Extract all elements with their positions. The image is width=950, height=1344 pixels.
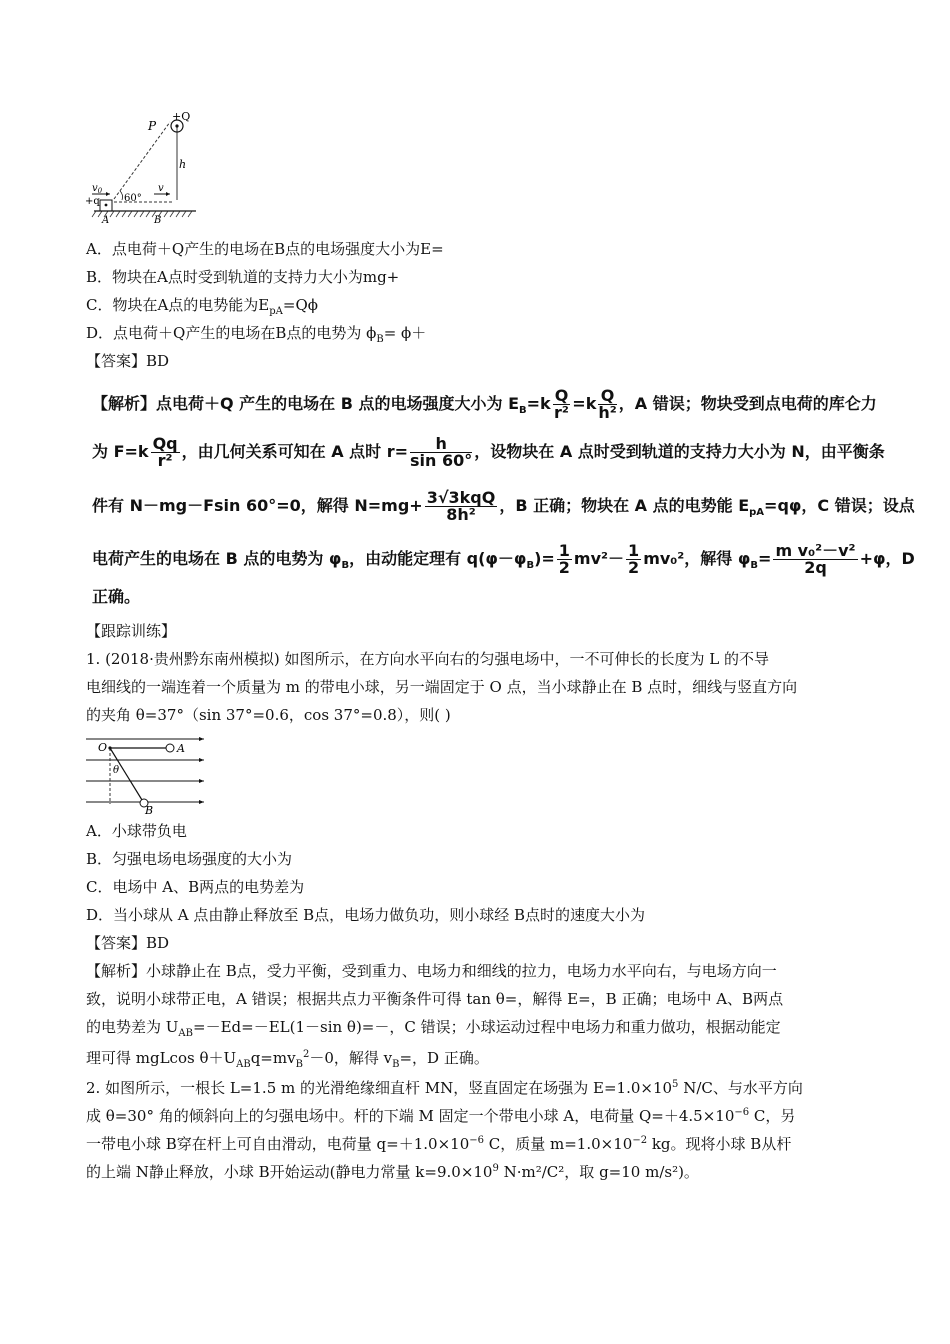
q0-option-a: A．点电荷＋Q产生的电场在B点的电场强度大小为E=: [86, 240, 444, 258]
fig2-label-A: A: [177, 742, 185, 755]
q0-explanation-line3: 件有 N－mg－Fsin 60°=0，解得 N=mg+ $\frac{\text{3√3kqQ}}{\text{8h²}}$ ，B 正确；物块在 A 点的电势能 $E_{pA}=q\varphi$，C 错误；设点: [92, 488, 915, 524]
q0-answer: 【答案】BD: [86, 352, 170, 370]
fig1-label-B: B: [154, 215, 162, 224]
p1-option-c: C．电场中 A、B两点的电势差为: [86, 878, 305, 896]
fig1-label-q: +q: [85, 196, 100, 207]
q0-option-b: B．物块在A点时受到轨道的支持力大小为mg+: [86, 268, 400, 286]
p1-explanation-line4: 理可得 mgLcos $\theta+U_{AB}q=mv_B^2-0$，解得 $v_B=$，D 正确。: [86, 1049, 489, 1070]
p1-explanation-line1: 【解析】小球静止在 B点，受力平衡，受到重力、电场力和细线的拉力，电场力水平向右，与电场方向一: [86, 962, 777, 980]
q0-explanation-line1: 【解析】点电荷＋Q 产生的电场在 B 点的电场强度大小为 $E_B=k$ $\frac{Q}{\text{r²}}$ =k $\frac{Q}{\text{h²}}$ ，A 错误；物块受到点电荷的库仑力: [92, 386, 877, 422]
fig2-label-O: O: [98, 741, 108, 754]
p2-stem-line2: 成 θ=30° 角的倾斜向上的匀强电场中。杆的下端 M 固定一个带电小球 A，电荷量 $Q=+4.5\times 10^{-6}$ C，另: [86, 1107, 796, 1125]
fig1-label-A: A: [102, 215, 110, 224]
p1-option-a: A．小球带负电: [86, 822, 187, 840]
p2-stem-line4: 的上端 N静止释放，小球 B开始运动(静电力常量 $k=9.0\times 10^9$ N·m²/C²，取 g=10 m/s²)。: [86, 1163, 699, 1181]
q0-option-c: C．物块在A点的电势能为$E_{pA}=Q\phi$: [86, 296, 318, 317]
p1-explanation-line2: 致，说明小球带正电，A 错误；根据共点力平衡条件可得 tan θ=，解得 E=，B 正确；电场中 A、B两点: [86, 990, 784, 1008]
p1-stem-line1: 1. (2018·贵州黔东南州模拟) 如图所示，在方向水平向右的匀强电场中，一不可伸长的长度为 L 的不导: [86, 650, 769, 668]
figure-pendulum-field: [86, 734, 210, 814]
p2-stem-line1: 2. 如图所示，一根长 L=1.5 m 的光滑绝缘细直杆 MN，竖直固定在场强为 $E=1.0\times 10^5$ N/C、与水平方向: [86, 1079, 803, 1097]
fig1-label-v: v: [158, 183, 164, 194]
q0-explanation-line2: 为 F=k $\frac{Qq}{\text{r²}}$ ，由几何关系可知在 A 点时 r= $\frac{h}{\sin 60^\circ}$ ，设物块在 A 点时受到轨道的支持力大小为 N，由平衡条: [92, 434, 885, 470]
fig2-label-B: B: [145, 804, 154, 814]
p1-stem-line3: 的夹角 θ=37°（sin 37°=0.6，cos 37°=0.8），则( ): [86, 706, 451, 724]
p1-option-d: D．当小球从 A 点由静止释放至 B点，电场力做负功，则小球经 B点时的速度大小为: [86, 906, 645, 924]
p1-answer: 【答案】BD: [86, 934, 170, 952]
q0-explanation-line4: 电荷产生的电场在 B 点的电势为 $\varphi_B$，由动能定理有 $q(\varphi-\varphi_B)=$ $\frac{1}{2}$ mv²－ $\frac{1}{2}$ mv₀²，解得 $\varphi_B=$ $\frac{\text{m v₀²－v²}}{2q}$ +φ，D: [92, 541, 915, 577]
q0-option-d: D．点电荷＋Q产生的电场在B点的电势为 $\phi_B= \phi+$: [86, 324, 427, 345]
fig1-label-h: h: [179, 158, 187, 171]
follow-up-title: 【跟踪训练】: [86, 622, 177, 640]
p1-explanation-line3: 的电势差为 $U_{AB}=-Ed=-EL(1-\sin$ θ)=－，C 错误；小球运动过程中电场力和重力做功，根据动能定: [86, 1018, 781, 1039]
fig1-label-angle: 60°: [124, 193, 142, 204]
fig2-label-theta: θ: [113, 765, 120, 776]
p1-stem-line2: 电细线的一端连着一个质量为 m 的带电小球，另一端固定于 O 点，当小球静止在 B 点时，细线与竖直方向: [86, 678, 798, 696]
fig1-label-P: P: [148, 119, 157, 133]
p2-stem-line3: 一带电小球 B穿在杆上可自由滑动，电荷量 $q=+1.0\times 10^{-6}$ C，质量 $m=1.0\times 10^{-2}$ kg。现将小球 B从杆: [86, 1135, 792, 1153]
p1-option-b: B．匀强电场电场强度的大小为: [86, 850, 293, 868]
q0-explanation-line5: 正确。: [92, 587, 141, 606]
figure-charge-track: [84, 112, 200, 224]
fig1-label-v0: $v_0$: [92, 183, 103, 195]
fig1-label-Q: +Q: [172, 112, 191, 123]
